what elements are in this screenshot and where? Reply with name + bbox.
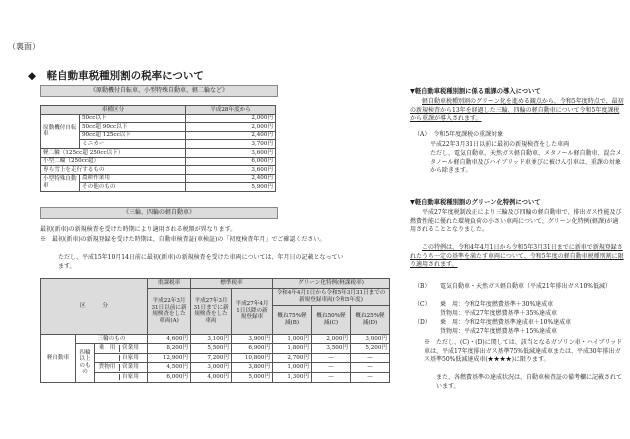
table-row [41, 334, 390, 344]
rate-hyojun-a: 4,000円 [191, 372, 232, 382]
vehicle-sub: ミニカー [80, 140, 186, 149]
vehicle-label: 専ら雪上を走行するもの [41, 166, 186, 175]
row-jouyou-label: 乗 用 [95, 345, 120, 351]
rate-g2: — [312, 372, 351, 382]
col-juurai-header: 重課税率 [148, 279, 191, 289]
rate-g3: — [351, 372, 390, 382]
main-heading: ◆ 軽自動車税種別割の税率について [28, 70, 204, 82]
rate-g1: 2,700円 [273, 353, 312, 363]
rate-g3: 5,200円 [351, 344, 390, 354]
right-paragraph-1-text: 軽自動車税種別割のグリーン化を進める観点から、令和5年度時点で、最初の新規検査から13年を経過した三輪、四輪の軽自動車について令和5年度課税から重課が導入されます。 [410, 98, 624, 123]
vehicle-sub: 50cc以下 [80, 114, 186, 123]
right-a-para-2: ただし、電気自動車、天然ガス軽自動車、メタノール軽自動車、混合メタノール軽自動車及びハイブリッド車並びに被けん引車は、重課の対象から除きます。 [430, 150, 622, 175]
right-c-text-2: 貨物用：平成27年度燃費基準＋35%達成車 [440, 310, 557, 317]
table-row [41, 148, 276, 157]
rate-value: 2,000円 [186, 114, 276, 123]
right-c-text-1: 乗 用：令和2年度燃費基準＋30%達成車 [440, 301, 554, 308]
rate-g1: 1,000円 [273, 334, 312, 344]
rate-value: 5,900円 [186, 183, 276, 192]
col-green-sub: 令和4年4月1日から令和5年3月31日までの新規登録車両(令和5年度) [273, 288, 390, 305]
row-sub-cell [95, 363, 148, 373]
col-hyojun-header: 標準税率 [191, 279, 273, 289]
row-sub-cell [95, 344, 148, 354]
row-use-label: 営業用 [122, 364, 139, 371]
table-row [41, 157, 276, 166]
table-row [41, 166, 276, 175]
small-vehicle-rate-table [40, 105, 276, 192]
rate-hyojun-a: 3,000円 [191, 363, 232, 373]
row-sanrin-label: 三輪のもの [76, 334, 148, 344]
row-kamotsu-label: 貨物用 [95, 364, 120, 370]
rate-g1: 1,000円 [273, 363, 312, 373]
rate-hyojun-b: 5,000円 [232, 372, 273, 382]
rate-value: 3,600円 [186, 148, 276, 157]
right-paragraph-2: 平成27年度税制改正により三輪及び四輪の軽自動車で、排出ガス性能及び燃費性能に優れた環境負荷の小さい車両について、グリーン化特例(軽課)が適用されることとなりました。 [410, 209, 622, 234]
kei-car-rate-table [40, 278, 390, 383]
col-hyojun-a: 平成27年3月31日までに新規検査をした車両 [191, 288, 232, 334]
rate-g3: — [351, 353, 390, 363]
rate-value: 6,000円 [186, 157, 276, 166]
right-c-label: （C） [414, 301, 431, 308]
rate-juurai: 4,500円 [148, 363, 191, 373]
right-note-2: また、各燃費基準の達成状況は、自動車検査証の備考欄に記載されています。 [436, 374, 623, 390]
section2-title-box [40, 207, 278, 219]
right-a-label: （A） 令和5年度課税の重課対象 [414, 131, 504, 138]
right-a-para-1: 平成22年3月31日以前に最初の新規検査をした車両 [430, 141, 570, 148]
rate-g2: 3,500円 [312, 344, 351, 354]
col-vehicle-header: 車種区分 [41, 106, 186, 115]
section1-title-box [40, 85, 278, 97]
col-kubun-header: 区 分 [41, 279, 148, 335]
rate-g2: — [312, 363, 351, 373]
right-heading-1: ▼軽自動車税種別割に係る重課の導入について [410, 88, 541, 95]
col-g2: 概ね50%軽減(C) [312, 305, 351, 334]
row-sub-cell [95, 353, 148, 363]
right-paragraph-3 [410, 244, 624, 270]
group-special: 小型特殊自動車 [41, 174, 80, 191]
right-heading-2: ▼軽自動車税種別割のグリーン化特例について [410, 199, 541, 206]
rate-hyojun-a: 3,100円 [191, 334, 232, 344]
table-row [41, 344, 390, 354]
rate-juurai: 4,600円 [148, 334, 191, 344]
rate-hyojun-b: 3,900円 [232, 334, 273, 344]
col-g3: 概ね25%軽減(D) [351, 305, 390, 334]
right-b-text: 電気自動車・天然ガス軽自動車（平成21年排出ガス10%低減） [440, 283, 611, 290]
right-d-text-1: 乗 用：令和2年度燃費基準達成車＋10%達成車 [440, 319, 572, 326]
section2-title: 《三輪、四輪の軽自動車》 [122, 209, 195, 216]
rate-g1: 1,300円 [273, 372, 312, 382]
rate-g1: 1,800円 [273, 344, 312, 354]
col-green-header: グリーン化特例(軽課税率) [273, 279, 390, 289]
col-hyojun-b: 平成27年4月1日以降の新規登録車 [232, 288, 273, 334]
vehicle-sub: その他のもの [80, 183, 186, 192]
page-label: （裏面） [8, 42, 40, 51]
row-use-label: 営業用 [122, 345, 139, 352]
rate-value: 3,700円 [186, 140, 276, 149]
rate-hyojun-a: 7,200円 [191, 353, 232, 363]
rate-juurai: 12,900円 [148, 353, 191, 363]
rate-g2: — [312, 353, 351, 363]
col-rate-header: 平成28年度から [186, 106, 276, 115]
group-moped: 原動機付自転車 [41, 114, 80, 148]
rate-value: 2,400円 [186, 174, 276, 183]
right-d-label: （D） [414, 319, 431, 326]
rate-hyojun-b: 6,900円 [232, 344, 273, 354]
table-row [41, 114, 276, 123]
col-juurai-sub: 平成22年3月31日以前に新規検査をした車両(A) [148, 288, 191, 334]
right-d-text-2: 貨物用：平成27年度燃費基準＋15%達成車 [440, 328, 557, 335]
rate-value: 2,400円 [186, 131, 276, 140]
row-sub-cell [95, 372, 148, 382]
rate-value: 3,600円 [186, 166, 276, 175]
table-row [41, 174, 276, 183]
row-use-label: 自家用 [122, 354, 139, 361]
rate-juurai: 6,000円 [148, 372, 191, 382]
row-use-label: 自家用 [122, 374, 139, 381]
rate-g3: 3,000円 [351, 334, 390, 344]
row-kei-label: 軽自動車 [41, 334, 76, 382]
vehicle-sub: 50cc超 90cc以下 [80, 123, 186, 132]
rate-hyojun-a: 5,500円 [191, 344, 232, 354]
section2-note-1: ※ 最初(新車)の新規登録を受けた時期は、自動車検査証(車検証)の「初度検査年月」でご確認ください。 [40, 236, 326, 243]
section1-title: 《原動機付自転車、小型特殊自動車、軽二輪など》 [89, 87, 229, 94]
section2-paragraph-1: 最初(新車)の新規検査を受けた時期により適用される税額が異なります。 [40, 226, 237, 233]
rate-hyojun-b: 3,800円 [232, 363, 273, 373]
rate-hyojun-b: 10,800円 [232, 353, 273, 363]
vehicle-label: 軽二輪（125cc超 250cc以下） [41, 148, 186, 157]
rate-g2: 2,000円 [312, 334, 351, 344]
section2-note-2: ただし、平成15年10月14日前に最初(新車)の新規検査を受けた車両については、年月日の記載となっています。 [58, 254, 344, 270]
rate-g3: — [351, 363, 390, 373]
row-yonrin-label: 四輪以上のもの [76, 344, 95, 382]
right-note-1: ※ ただし、(C)・(D)に関しては、該当となるガソリン車・ハイブリッド車は、平成17年度排出ガス基準75%低減達成車または、平成30年排出ガス基準50%低減達成車(★★★★)に限ります。 [424, 339, 623, 364]
rate-value: 2,000円 [186, 123, 276, 132]
col-g1: 概ね75%軽減(B) [273, 305, 312, 334]
right-paragraph-1 [410, 98, 624, 124]
vehicle-label: 小型二輪（250cc超） [41, 157, 186, 166]
rate-juurai: 8,200円 [148, 344, 191, 354]
vehicle-sub: 90cc超 125cc以下 [80, 131, 186, 140]
right-b-label: （B） [414, 283, 431, 290]
right-paragraph-3-text: この特例は、令和4年4月1日から令和5年3月31日までに新車で新規登録されたうち一定の基準を満たす車両について、令和5年度の軽自動車税種別割に限り適用されます。 [410, 244, 624, 269]
vehicle-sub: 農耕作業用 [80, 174, 186, 183]
